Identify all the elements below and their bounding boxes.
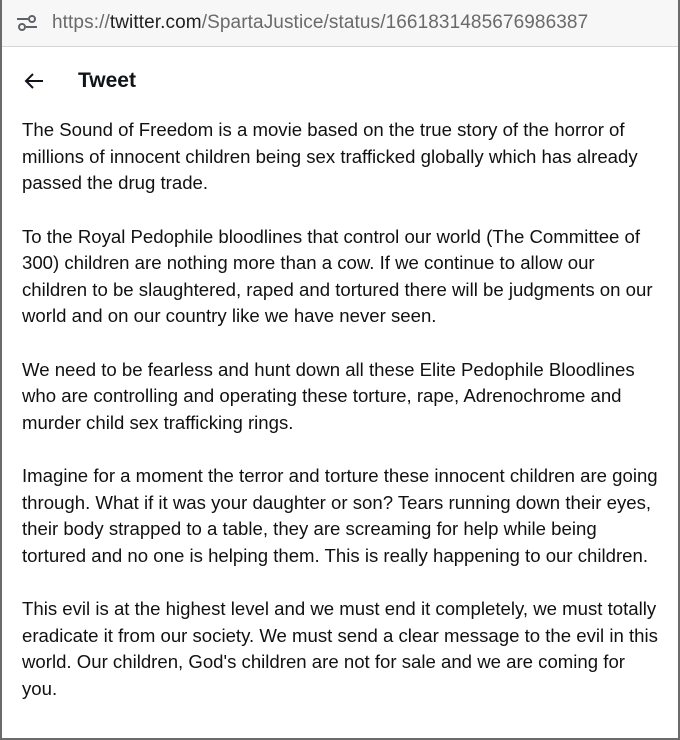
tweet-header — [2, 58, 678, 104]
page-title: Tweet — [78, 69, 136, 92]
url-text[interactable] — [52, 12, 588, 34]
tweet-paragraph: The Sound of Freedom is a movie based on the true story of the horror of millions of innocent children being sex trafficked globally which has already passed the drug trade. — [22, 119, 638, 193]
site-settings-icon[interactable] — [16, 14, 38, 32]
url-path: /SpartaJustice/status/1661831485676986387 — [201, 12, 589, 33]
tweet-paragraph: To the Royal Pedophile bloodlines that control our world (The Committee of 300) children are nothing more than a cow. If we continue to allow our children to be slaughtered, raped and tortured there will be judgments on our world and on our country like we have never seen. — [22, 225, 653, 326]
back-arrow-icon[interactable] — [14, 61, 54, 101]
tweet-paragraph: Imagine for a moment the terror and torture these innocent children are going through. What if it was your daughter or son? Tears running down their eyes, their body strapped to a table, they are screaming for help while being tortured and no one is helping them. This is really happening to our children. — [22, 465, 658, 566]
tweet-text — [22, 117, 662, 729]
tweet-paragraph: This evil is at the highest level and we must end it completely, we must totally eradicate it from our society. We must send a clear message to the evil in this world. Our children, God's children are not for sale and we are coming for you. — [22, 598, 658, 699]
url-scheme: https:// — [52, 12, 110, 33]
address-bar[interactable] — [2, 0, 678, 47]
url-host: twitter.com — [109, 12, 202, 33]
tweet-paragraph: We need to be fearless and hunt down all these Elite Pedophile Bloodlines who are controlling and operating these torture, rape, Adrenochrome and murder child sex trafficking rings. — [22, 358, 635, 433]
